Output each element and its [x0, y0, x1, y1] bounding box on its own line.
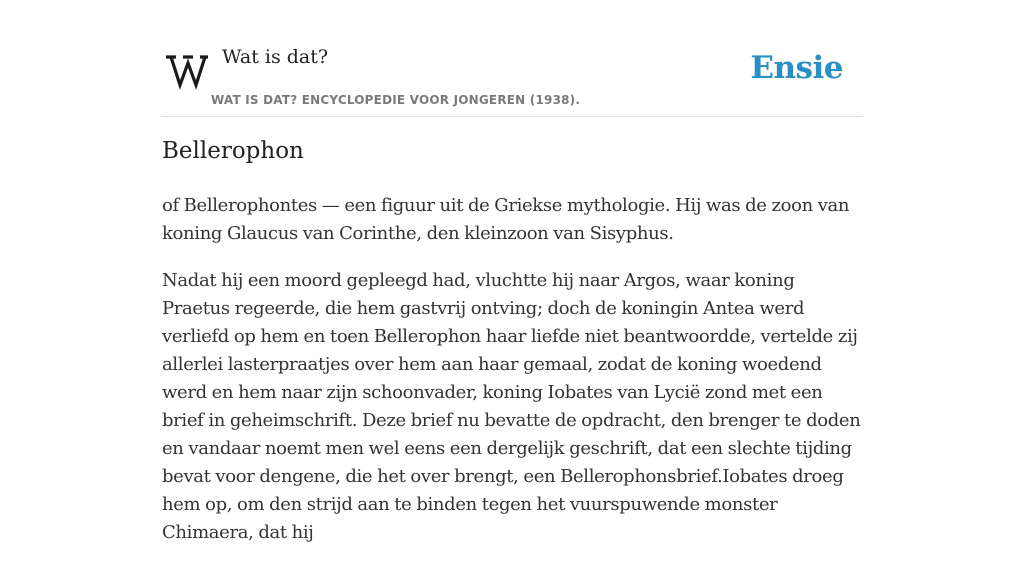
article-paragraph: Nadat hij een moord gepleegd had, vluchtte hij naar Argos, waar koning Praetus regeerde, die hem gastvrij ontving; doch de koningin Antea werd verliefd op hem en toen Bellerophon haar liefde niet beantwoordde, vertelde zij allerlei lasterpraatjes over hem aan haar gemaal, zodat de koning woedend werd en hem naar zijn schoonvader, koning Iobates van Lycië zond met een brief in geheimschrift. Deze brief nu bevatte de opdracht, den brenger te doden en vandaar noemt men wel eens een dergelijk geschrift, dat een slechte tijding bevat voor dengene, die het over brengt, een Bellerophonsbrief.Iobates droeg hem op, om den strijd aan te binden tegen het vuurspuwende monster Chimaera, dat hij [162, 270, 861, 543]
wikipedia-w-icon[interactable] [165, 51, 209, 91]
site-header [162, 36, 862, 117]
article-body [162, 192, 862, 566]
brand-logo[interactable]: Ensie [750, 50, 843, 86]
source-title[interactable]: Wat is dat? [222, 46, 329, 68]
source-subtitle: WAT IS DAT? ENCYCLOPEDIE VOOR JONGEREN (1938). [211, 93, 581, 107]
article-paragraph: of Bellerophontes — een figuur uit de Griekse mythologie. Hij was de zoon van koning Glaucus van Corinthe, den kleinzoon van Sisyphus. [162, 195, 850, 244]
article-title: Bellerophon [162, 138, 304, 164]
